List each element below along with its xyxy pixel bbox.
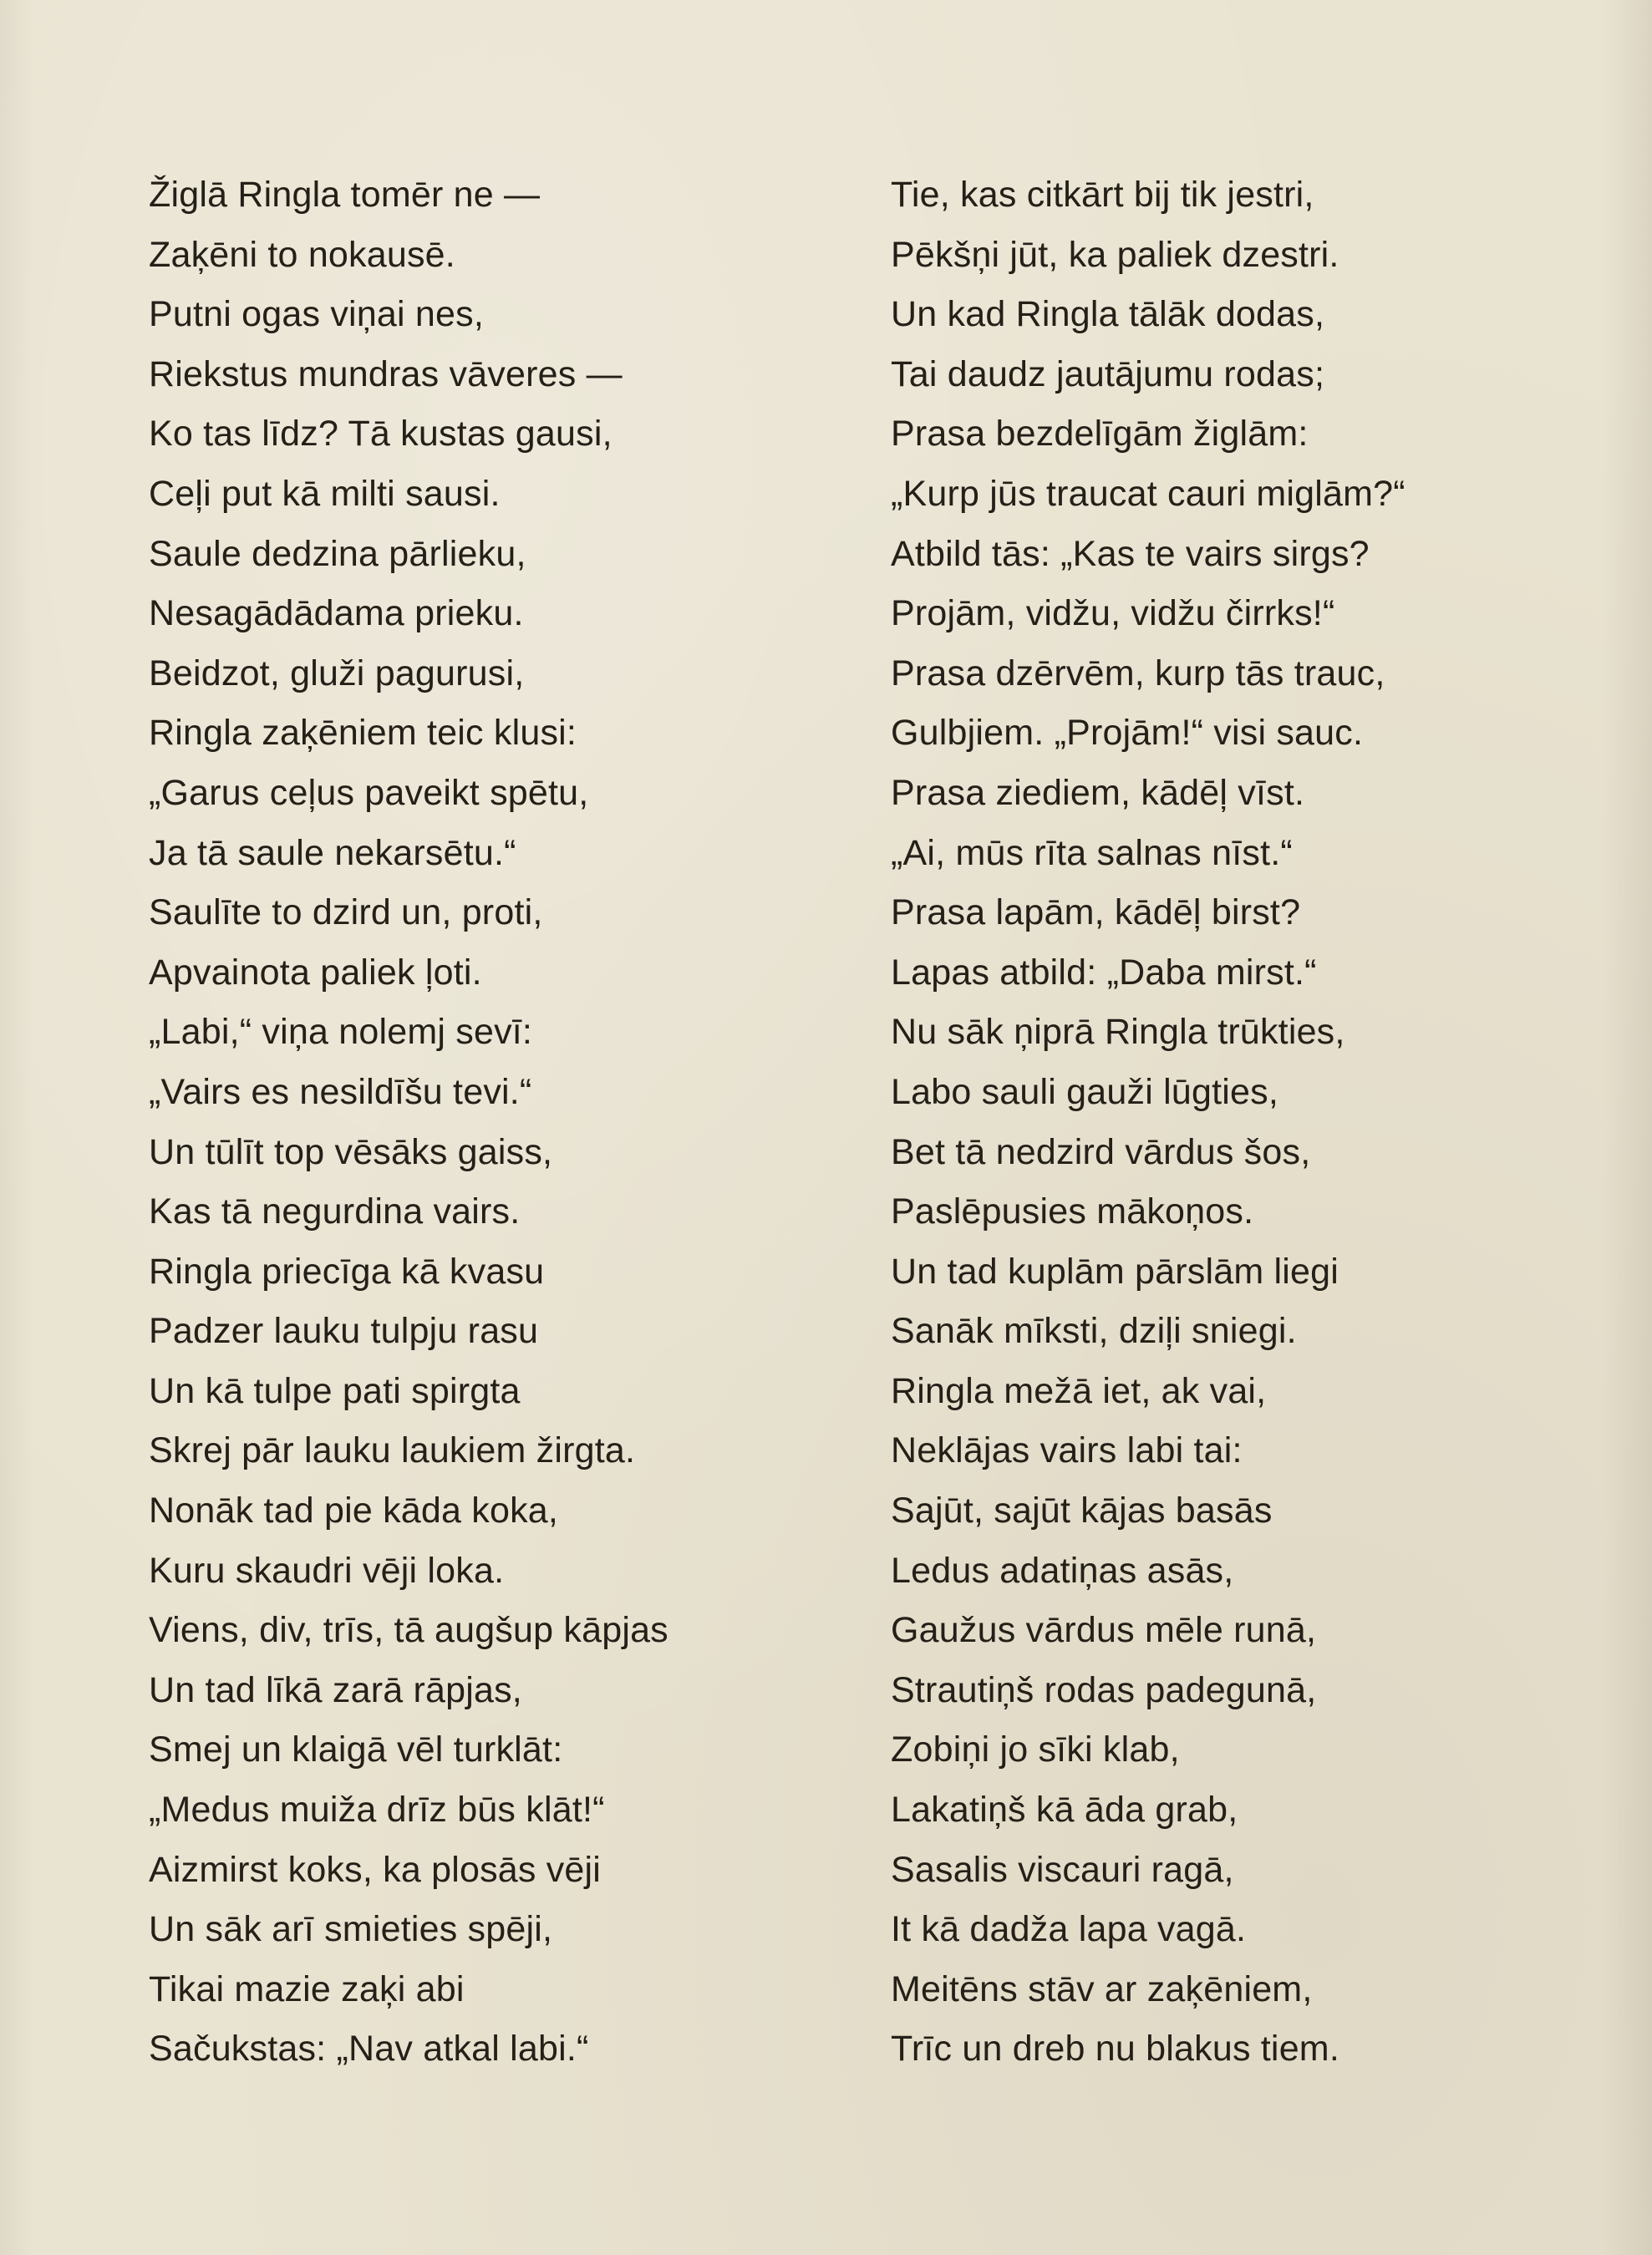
- poem-line: „Kurp jūs traucat cauri miglām?“: [891, 473, 1405, 514]
- poem-line: „Garus ceļus paveikt spētu,: [149, 772, 589, 813]
- poem-line: „Ai, mūs rīta salnas nīst.“: [891, 832, 1293, 873]
- poem-line: Zaķēni to nokausē.: [149, 234, 455, 275]
- poem-line: Bet tā nedzird vārdus šos,: [891, 1131, 1311, 1172]
- poem-line: Un kad Ringla tālāk dodas,: [891, 294, 1325, 335]
- poem-line: Beidzot, gluži pagurusi,: [149, 653, 525, 693]
- poem-line: „Vairs es nesildīšu tevi.“: [149, 1071, 532, 1112]
- poem-line: Pēkšņi jūt, ka paliek dzestri.: [891, 234, 1339, 275]
- poem-line: Kas tā negurdina vairs.: [149, 1191, 521, 1232]
- poem-line: Un tad līkā zarā rāpjas,: [149, 1669, 522, 1710]
- poem-line: Sanāk mīksti, dziļi sniegi.: [891, 1311, 1297, 1352]
- poem-line: Prasa dzērvēm, kurp tās trauc,: [891, 653, 1385, 693]
- poem-line: Trīc un dreb nu blakus tiem.: [891, 2029, 1339, 2070]
- poem-line: Smej un klaigā vēl turklāt:: [149, 1729, 563, 1770]
- poem-line: Un tad kuplām pārslām liegi: [891, 1251, 1339, 1292]
- poem-line: Tai daudz jautājumu rodas;: [891, 353, 1325, 394]
- poem-line: Ringla mežā iet, ak vai,: [891, 1370, 1267, 1411]
- poem-line: Aizmirst koks, ka plosās vēji: [149, 1849, 602, 1890]
- poem-line: It kā dadža lapa vagā.: [891, 1909, 1247, 1950]
- poem-line: Lapas atbild: „Daba mirst.“: [891, 952, 1317, 993]
- poem-line: Saulīte to dzird un, proti,: [149, 892, 543, 933]
- poem-line: Meitēns stāv ar zaķēniem,: [891, 1968, 1313, 2009]
- poem-line: Sačukstas: „Nav atkal labi.“: [149, 2029, 589, 2070]
- poem-line: „Labi,“ viņa nolemj sevī:: [149, 1012, 533, 1053]
- poem-line: Sajūt, sajūt kājas basās: [891, 1491, 1273, 1531]
- poem-line: Lakatiņš kā āda grab,: [891, 1790, 1238, 1831]
- poem-line: Ringla priecīga kā kvasu: [149, 1251, 545, 1292]
- poem-line: „Medus muiža drīz būs klāt!“: [149, 1790, 605, 1831]
- poem-line: Projām, vidžu, vidžu čirrks!“: [891, 593, 1335, 634]
- poem-line: Viens, div, trīs, tā augšup kāpjas: [149, 1610, 668, 1651]
- poem-line: Atbild tās: „Kas te vairs sirgs?: [891, 533, 1370, 574]
- poem-line: Neklājas vairs labi tai:: [891, 1430, 1243, 1471]
- poem-line: Sasalis viscauri ragā,: [891, 1849, 1234, 1890]
- poem-line: Apvainota paliek ļoti.: [149, 952, 482, 993]
- poem-line: Padzer lauku tulpju rasu: [149, 1311, 539, 1352]
- poem-column-right: [891, 165, 1526, 2080]
- poem-line: Tie, kas citkārt bij tik jestri,: [891, 175, 1314, 215]
- poem-line: Nonāk tad pie kāda koka,: [149, 1491, 559, 1531]
- poem-line: Ledus adatiņas asās,: [891, 1550, 1234, 1591]
- poem-line: Putni ogas viņai nes,: [149, 294, 485, 335]
- poem-line: Riekstus mundras vāveres —: [149, 353, 623, 394]
- poem-line: Un tūlīt top vēsāks gaiss,: [149, 1131, 553, 1172]
- poem-line: Labo sauli gauži lūgties,: [891, 1071, 1278, 1112]
- poem-line: Un kā tulpe pati spirgta: [149, 1370, 521, 1411]
- poem-line: Prasa bezdelīgām žiglām:: [891, 414, 1309, 455]
- poem-line: Tikai mazie zaķi abi: [149, 1968, 465, 2009]
- poem-line: Nesagādādama prieku.: [149, 593, 524, 634]
- poem-line: Žiglā Ringla tomēr ne —: [149, 175, 541, 215]
- poem-column-left: [149, 165, 784, 2080]
- poem-line: Ceļi put kā milti sausi.: [149, 473, 501, 514]
- poem-line: Nu sāk ņiprā Ringla trūkties,: [891, 1012, 1345, 1053]
- poem-line: Kuru skaudri vēji loka.: [149, 1550, 505, 1591]
- poem-line: Saule dedzina pārlieku,: [149, 533, 526, 574]
- poem-line: Ringla zaķēniem teic klusi:: [149, 713, 577, 754]
- poem-line: Strautiņš rodas padegunā,: [891, 1669, 1317, 1710]
- poem-line: Ja tā saule nekarsētu.“: [149, 832, 516, 873]
- poem-line: Un sāk arī smieties spēji,: [149, 1909, 553, 1950]
- poem-line: Prasa lapām, kādēļ birst?: [891, 892, 1301, 933]
- poem-line: Paslēpusies mākoņos.: [891, 1191, 1254, 1232]
- poem-line: Skrej pār lauku laukiem žirgta.: [149, 1430, 636, 1471]
- poem-line: Gulbjiem. „Projām!“ visi sauc.: [891, 713, 1364, 754]
- poem-line: Zobiņi jo sīki klab,: [891, 1729, 1180, 1770]
- poem-line: Gaužus vārdus mēle runā,: [891, 1610, 1317, 1651]
- poem-line: Prasa ziediem, kādēļ vīst.: [891, 772, 1305, 813]
- poem-line: Ko tas līdz? Tā kustas gausi,: [149, 414, 613, 455]
